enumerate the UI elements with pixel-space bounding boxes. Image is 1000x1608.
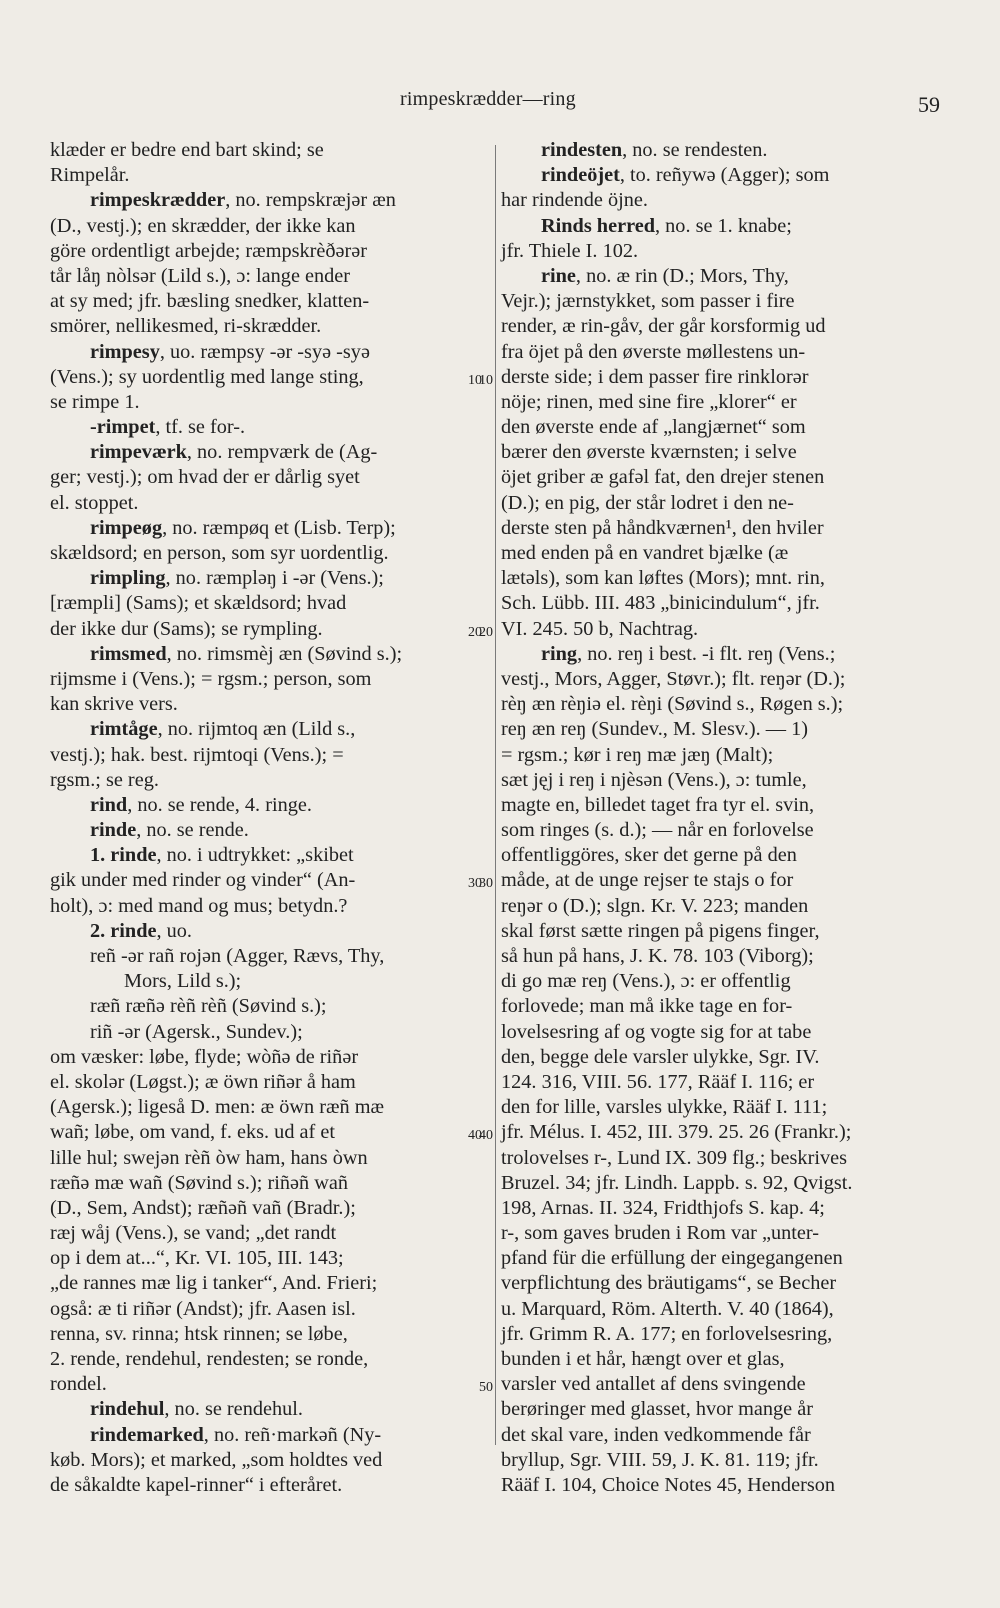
text-line <box>50 642 486 667</box>
text-line <box>50 163 486 188</box>
text-line <box>501 793 933 818</box>
line-number: 40 <box>468 1128 482 1144</box>
entry-text: Vejr.); jærnstykket, som passer i fire <box>501 290 795 313</box>
entry-text: (D., Sem, Andst); ræñəñ vañ (Bradr.); <box>50 1196 356 1219</box>
text-line <box>501 1221 933 1246</box>
text-line <box>501 440 933 465</box>
text-line <box>479 617 933 642</box>
text-line <box>50 1045 486 1070</box>
text-line <box>50 1347 486 1372</box>
text-line <box>501 667 933 692</box>
text-line <box>501 340 933 365</box>
headword: -rimpet <box>90 416 156 439</box>
headword: rimpeskrædder <box>90 189 226 212</box>
text-line <box>50 868 486 893</box>
text-line <box>50 566 486 591</box>
entry-text: magte en, billedet taget fra tyr el. svin, <box>501 793 815 816</box>
headword: rimpling <box>90 567 166 590</box>
entry-text: sæt jęj i reŋ i njèsən (Vens.), ɔ: tumle, <box>501 768 807 791</box>
text-line <box>501 591 933 616</box>
entry-text: rgsm.; se reg. <box>50 768 159 791</box>
headword: rimsmed <box>90 642 167 665</box>
entry-text: , no. reñ·markəñ (Ny- <box>203 1423 382 1446</box>
text-line <box>501 768 933 793</box>
text-line <box>50 1372 486 1397</box>
entry-text: også: æ ti riñər (Andst); jfr. Aasen isl. <box>50 1297 356 1320</box>
entry-text: , no. se rende, 4. ringe. <box>127 793 312 816</box>
entry-text: Rääf I. 104, Choice Notes 45, Henderson <box>501 1473 835 1496</box>
text-line <box>501 289 933 314</box>
text-line <box>501 1196 933 1221</box>
text-line <box>50 541 486 566</box>
text-line <box>50 692 486 717</box>
text-line <box>501 1347 933 1372</box>
entry-text: offentliggöres, sker det gerne på den <box>501 844 797 867</box>
entry-text: , no. reŋ i best. -i flt. reŋ (Vens.; <box>577 642 836 665</box>
entry-text: klæder er bedre end bart skind; se <box>50 139 324 161</box>
entry-text: den øverste ende af „langjærnet“ som <box>501 416 806 439</box>
text-line <box>50 415 486 440</box>
text-line <box>501 743 933 768</box>
text-line <box>501 465 933 490</box>
entry-text: berøringer med glasset, hvor mange år <box>501 1398 813 1421</box>
entry-text: ræj wåj (Vens.), se vand; „det randt <box>50 1222 337 1245</box>
entry-text: renna, sv. rinna; htsk rinnen; se løbe, <box>50 1322 348 1345</box>
entry-text: smörer, nellikesmed, ri-skrædder. <box>50 315 322 338</box>
text-line <box>50 667 486 692</box>
entry-text: se rimpe 1. <box>50 390 140 413</box>
text-line <box>501 415 933 440</box>
text-line <box>501 314 933 339</box>
text-line <box>50 440 486 465</box>
text-line <box>50 1196 486 1221</box>
entry-text: ræñ ræñə rèñ rèñ (Søvind s.); <box>90 995 327 1018</box>
text-line <box>501 1171 933 1196</box>
entry-text: el. skolər (Løgst.); æ öwn riñər å ham <box>50 1070 356 1093</box>
text-line <box>50 239 486 264</box>
entry-text: (D.); en pig, der står lodret i den ne- <box>501 491 794 514</box>
line-number: 20 <box>479 624 493 640</box>
text-line <box>501 717 933 742</box>
entry-text: varsler ved antallet af dens svingende <box>501 1373 806 1396</box>
text-line <box>501 214 933 239</box>
text-line <box>501 818 933 843</box>
entry-text: fra öjet på den øverste møllestens un- <box>501 340 806 363</box>
entry-text: ræñə mæ wañ (Søvind s.); riñəñ wañ <box>50 1171 348 1194</box>
text-line <box>50 1120 486 1145</box>
text-line <box>501 188 933 213</box>
text-line <box>50 340 486 365</box>
headword: 1. rinde <box>90 844 157 867</box>
entry-text: derste side; i dem passer fire rinklorər <box>501 365 809 388</box>
text-line <box>501 692 933 717</box>
text-line <box>50 516 486 541</box>
entry-text: gik under med rinder og vinder“ (An- <box>50 869 356 892</box>
entry-text: , no. æ rin (D.; Mors, Thy, <box>575 264 789 287</box>
text-line <box>501 969 933 994</box>
entry-text: , no. se rendehul. <box>164 1398 303 1421</box>
entry-text: , no. rimsmèj æn (Søvind s.); <box>166 642 403 665</box>
text-line <box>501 541 933 566</box>
text-line <box>479 1372 933 1397</box>
text-line <box>50 1171 486 1196</box>
headword: rimpeøg <box>90 516 163 539</box>
entry-text: vestj.); hak. best. rijmtoqi (Vens.); = <box>50 743 344 766</box>
entry-text: op i dem at...“, Kr. VI. 105, III. 143; <box>50 1247 344 1270</box>
text-line <box>501 566 933 591</box>
text-line <box>501 239 933 264</box>
entry-text: , no. se rende. <box>136 819 249 842</box>
entry-text: den, begge dele varsler ulykke, Sgr. IV. <box>501 1045 820 1068</box>
entry-text: göre ordentligt arbejde; ræmpskrèðərər <box>50 239 368 262</box>
entry-text: det skal vare, inden vedkommende får <box>501 1423 811 1446</box>
text-line <box>501 1070 933 1095</box>
entry-text: den for lille, varsles ulykke, Rääf I. 111; <box>501 1096 828 1119</box>
entry-text: tår låŋ nòlsər (Lild s.), ɔ: lange ender <box>50 264 351 287</box>
entry-text: pfand für die erfüllung der eingegangenen <box>501 1247 843 1270</box>
text-line <box>50 214 486 239</box>
entry-text: = rgsm.; kør i reŋ mæ jæŋ (Malt); <box>501 743 774 766</box>
text-line <box>50 768 486 793</box>
text-line <box>50 994 486 1019</box>
text-line <box>50 919 486 944</box>
entry-text: reñ -ər rañ rojən (Agger, Rævs, Thy, <box>90 945 385 967</box>
headword: rindemarked <box>90 1423 204 1446</box>
text-line <box>501 163 933 188</box>
entry-text: r-, som gaves bruden i Rom var „unter- <box>501 1222 819 1245</box>
entry-text: Bruzel. 34; jfr. Lindh. Lappb. s. 92, Qvigst. <box>501 1171 853 1194</box>
entry-text: reŋ æn reŋ (Sundev., M. Slesv.). — 1) <box>501 718 808 741</box>
entry-text: , no. ræmpləŋ i -ər (Vens.); <box>165 567 384 590</box>
entry-text: ger; vestj.); om hvad der er dårlig syet <box>50 466 360 489</box>
text-line <box>50 1221 486 1246</box>
text-line <box>50 365 486 390</box>
entry-text: , tf. se for-. <box>155 416 246 439</box>
entry-text: skal først sætte ringen på pigens finger, <box>501 919 820 942</box>
entry-text: lovelsesring af og vogte sig for at tabe <box>501 1020 812 1043</box>
text-line <box>50 1146 486 1171</box>
text-line <box>50 944 486 969</box>
right-column <box>479 138 933 1498</box>
text-line <box>501 1297 933 1322</box>
entry-text: de såkaldte kapel-rinner“ i efteråret. <box>50 1473 343 1496</box>
text-line <box>501 843 933 868</box>
text-line <box>501 1397 933 1422</box>
text-line <box>501 1095 933 1120</box>
text-line <box>50 1246 486 1271</box>
text-line <box>501 1423 933 1448</box>
entry-text: bunden i et hår, hængt over et glas, <box>501 1348 785 1370</box>
headword: rindesten <box>541 139 623 161</box>
entry-text: , no. rempværk de (Ag- <box>186 441 378 464</box>
text-line <box>479 365 933 390</box>
text-line <box>501 642 933 667</box>
entry-text: , uo. <box>156 919 192 942</box>
entry-text: , no. rijmtoq æn (Lild s., <box>157 718 356 741</box>
text-line <box>50 188 486 213</box>
page-number: 59 <box>918 92 940 117</box>
text-line <box>50 1070 486 1095</box>
text-line <box>50 264 486 289</box>
text-line <box>50 289 486 314</box>
text-line <box>50 969 486 994</box>
left-column <box>50 138 486 1498</box>
entry-text: forlovede; man må ikke tage en for- <box>501 995 793 1018</box>
entry-text: måde, at de unge rejser te stajs o for <box>501 869 794 892</box>
line-number: 40 <box>479 1128 493 1144</box>
entry-text: holt), ɔ: med mand og mus; betydn.? <box>50 894 348 917</box>
text-line <box>501 994 933 1019</box>
entry-text: , no. se 1. knabe; <box>655 214 792 237</box>
entry-text: render, æ rin-gåv, der går korsformig ud <box>501 315 826 338</box>
entry-text: 2. rende, rendehul, rendesten; se ronde, <box>50 1348 369 1370</box>
entry-text: der ikke dur (Sams); se rympling. <box>50 617 323 640</box>
entry-text: rondel. <box>50 1373 107 1396</box>
entry-text: 198, Arnas. II. 324, Fridthjofs S. kap. 4; <box>501 1196 825 1219</box>
text-line <box>50 1095 486 1120</box>
text-line <box>50 1473 486 1498</box>
headword: ring <box>541 642 578 665</box>
text-line <box>501 1448 933 1473</box>
running-title: rimpeskrædder—ring <box>400 88 576 110</box>
entry-text: nöje; rinen, med sine fire „klorer“ er <box>501 390 797 413</box>
text-line <box>50 1020 486 1045</box>
headword: Rinds herred <box>541 214 656 237</box>
text-line <box>501 1246 933 1271</box>
entry-text: jfr. Thiele I. 102. <box>501 239 639 262</box>
text-line <box>501 1146 933 1171</box>
entry-text: kan skrive vers. <box>50 693 178 716</box>
text-line <box>501 516 933 541</box>
entry-text: wañ; løbe, om vand, f. eks. ud af et <box>50 1121 335 1144</box>
headword: rimtåge <box>90 718 158 741</box>
text-line <box>479 1120 933 1145</box>
text-line <box>50 314 486 339</box>
entry-text: VI. 245. 50 b, Nachtrag. <box>501 617 699 640</box>
text-line <box>50 743 486 768</box>
entry-text: riñ -ər (Agersk., Sundev.); <box>90 1020 303 1043</box>
entry-text: skældsord; en person, som syr uordentlig. <box>50 542 389 564</box>
headword: rindeöjet <box>541 164 620 187</box>
entry-text: vestj., Mors, Agger, Støvr.); flt. reŋər (D.); <box>501 667 846 690</box>
text-line <box>501 264 933 289</box>
entry-text: rijmsme i (Vens.); = rgsm.; person, som <box>50 667 372 690</box>
headword: rimpeværk <box>90 441 187 464</box>
text-line <box>50 717 486 742</box>
text-line <box>501 491 933 516</box>
column-divider <box>495 145 496 1445</box>
headword: rindehul <box>90 1398 165 1421</box>
entry-text: u. Marquard, Röm. Alterth. V. 40 (1864), <box>501 1297 834 1320</box>
entry-text: di go mæ reŋ (Vens.), ɔ: er offentlig <box>501 970 791 993</box>
text-line <box>501 1271 933 1296</box>
text-line <box>50 617 486 642</box>
text-line <box>50 138 486 163</box>
text-line <box>501 1473 933 1498</box>
text-line <box>50 390 486 415</box>
entry-text: öjet griber æ gafəl fat, den drejer stenen <box>501 466 825 489</box>
entry-text: , no. se rendesten. <box>622 139 768 161</box>
entry-text: Rimpelår. <box>50 164 130 187</box>
text-line <box>501 1322 933 1347</box>
text-line <box>501 1045 933 1070</box>
entry-text: jfr. Grimm R. A. 177; en forlovelsesring, <box>501 1322 833 1345</box>
entry-text: reŋər o (D.); slgn. Kr. V. 223; manden <box>501 894 809 917</box>
text-line <box>501 894 933 919</box>
entry-text: bryllup, Sgr. VIII. 59, J. K. 81. 119; jfr. <box>501 1448 819 1471</box>
entry-text: (Agersk.); ligeså D. men: æ öwn ræñ mæ <box>50 1096 385 1119</box>
text-line <box>50 491 486 516</box>
entry-text: rèŋ æn rèŋiə el. rèŋi (Søvind s., Røgen s.); <box>501 693 844 716</box>
line-number: 30 <box>468 876 482 892</box>
text-line <box>501 138 933 163</box>
entry-text: , uo. ræmpsy -ər -syə -syə <box>159 340 370 363</box>
entry-text: derste sten på håndkværnen¹, den hviler <box>501 516 824 539</box>
entry-text: 124. 316, VIII. 56. 177, Rääf I. 116; er <box>501 1070 815 1093</box>
text-line <box>50 1423 486 1448</box>
entry-text: , to. reñywə (Agger); som <box>619 164 830 187</box>
entry-text: lætəls), som kan løftes (Mors); mnt. rin, <box>501 567 825 590</box>
text-line <box>50 843 486 868</box>
entry-text: „de rannes mæ lig i tanker“, And. Frieri; <box>50 1272 378 1295</box>
entry-text: el. stoppet. <box>50 491 139 514</box>
headword: 2. rinde <box>90 919 157 942</box>
entry-text: at sy med; jfr. bæsling snedker, klatten- <box>50 290 370 313</box>
entry-text: så hun på hans, J. K. 78. 103 (Viborg); <box>501 945 814 967</box>
page-header <box>0 88 1000 118</box>
entry-text: jfr. Mélus. I. 452, III. 379. 25. 26 (Frankr.); <box>501 1121 852 1144</box>
text-line <box>50 1322 486 1347</box>
entry-text: om væsker: løbe, flyde; wòñə de riñər <box>50 1045 359 1068</box>
entry-text: verpflichtung des bräutigams“, se Becher <box>501 1272 837 1295</box>
headword: rine <box>541 264 576 287</box>
entry-text: (Vens.); sy uordentlig med lange sting, <box>50 365 364 388</box>
text-line <box>501 944 933 969</box>
entry-text: Sch. Lübb. III. 483 „binicindulum“, jfr. <box>501 592 820 615</box>
text-line <box>50 818 486 843</box>
line-number: 10 <box>479 372 493 388</box>
entry-text: med enden på en vandret bjælke (æ <box>501 542 789 564</box>
headword: rimpesy <box>90 340 160 363</box>
entry-text: trolovelses r-, Lund IX. 309 flg.; beskrives <box>501 1146 847 1169</box>
text-line <box>479 868 933 893</box>
text-line <box>50 793 486 818</box>
text-line <box>50 1271 486 1296</box>
entry-text: lille hul; swejən rèñ òw ham, hans òwn <box>50 1146 368 1169</box>
text-line <box>50 1448 486 1473</box>
text-line <box>501 919 933 944</box>
text-line <box>50 894 486 919</box>
text-line <box>50 591 486 616</box>
entry-text: bærer den øverste kværnsten; i selve <box>501 441 797 464</box>
entry-text: , no. rempskræjər æn <box>225 189 396 212</box>
text-line <box>50 465 486 490</box>
line-number: 50 <box>479 1380 493 1396</box>
entry-text: , no. ræmpøq et (Lisb. Terp); <box>162 516 396 539</box>
entry-text: Mors, Lild s.); <box>124 970 242 993</box>
entry-text: [ræmpli] (Sams); et skældsord; hvad <box>50 592 347 615</box>
headword: rind <box>90 793 128 816</box>
line-number: 30 <box>479 876 493 892</box>
entry-text: som ringes (s. d.); — når en forlovelse <box>501 819 814 842</box>
text-line <box>50 1297 486 1322</box>
text-line <box>501 390 933 415</box>
entry-text: har rindende öjne. <box>501 189 648 212</box>
line-number: 20 <box>468 624 482 640</box>
headword: rinde <box>90 819 137 842</box>
entry-text: køb. Mors); et marked, „som holdtes ved <box>50 1448 383 1471</box>
entry-text: , no. i udtrykket: „skibet <box>156 844 354 867</box>
entry-text: (D., vestj.); en skrædder, der ikke kan <box>50 214 356 237</box>
line-number: 10 <box>468 372 482 388</box>
text-line <box>50 1397 486 1422</box>
text-line <box>501 1020 933 1045</box>
